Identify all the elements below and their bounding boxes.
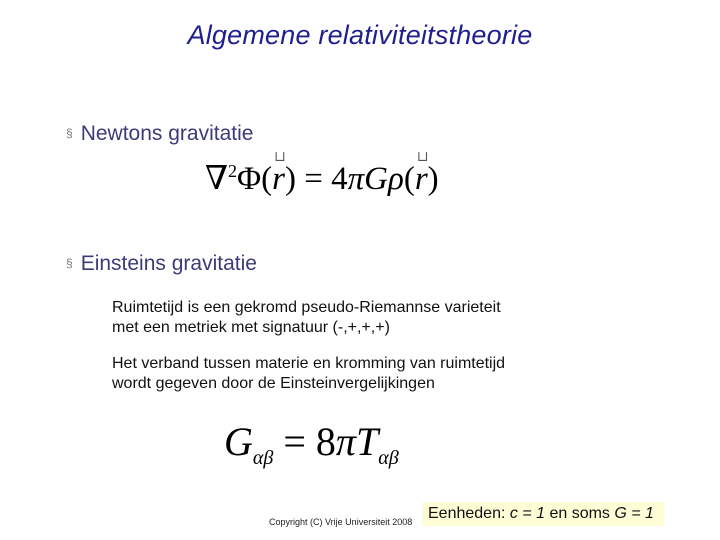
bullet-einstein: [66, 252, 257, 276]
units-note: [422, 502, 664, 526]
sub-point-line: Ruimtetijd is een gekromd pseudo-Riemannse varieteit: [112, 299, 501, 316]
sub-point-spacetime: [112, 298, 632, 338]
sub-point-line: wordt gegeven door de Einsteinvergelijkingen: [112, 375, 435, 392]
bullet-newton: [66, 122, 253, 146]
units-middle: en soms: [545, 505, 615, 522]
sub-point-line: met een metriek met signatuur (-,+,+,+): [112, 319, 390, 336]
bullet-label: Einsteins gravitatie: [80, 252, 257, 275]
newton-equation: ∇$^2$Φ( ⊔ r) = 4πGρ( ⊔ r): [205, 150, 439, 197]
bullet-marker: §: [66, 256, 73, 270]
bullet-marker: §: [66, 126, 73, 140]
units-c: c = 1: [509, 505, 545, 522]
units-prefix: Eenheden:: [428, 505, 510, 522]
slide-title: Algemene relativiteitstheorie: [187, 20, 533, 50]
units-g: G = 1: [614, 505, 654, 522]
bullet-label: Newtons gravitatie: [80, 122, 254, 145]
einstein-equation: $G_{\alpha\beta} = 8\pi T_{\alpha\beta}$: [224, 419, 399, 469]
sub-point-einstein-equations: [112, 354, 632, 394]
copyright-text: Copyright (C) Vrije Universiteit 2008: [269, 517, 413, 527]
sub-point-line: Het verband tussen materie en kromming van ruimtetijd: [112, 355, 506, 372]
